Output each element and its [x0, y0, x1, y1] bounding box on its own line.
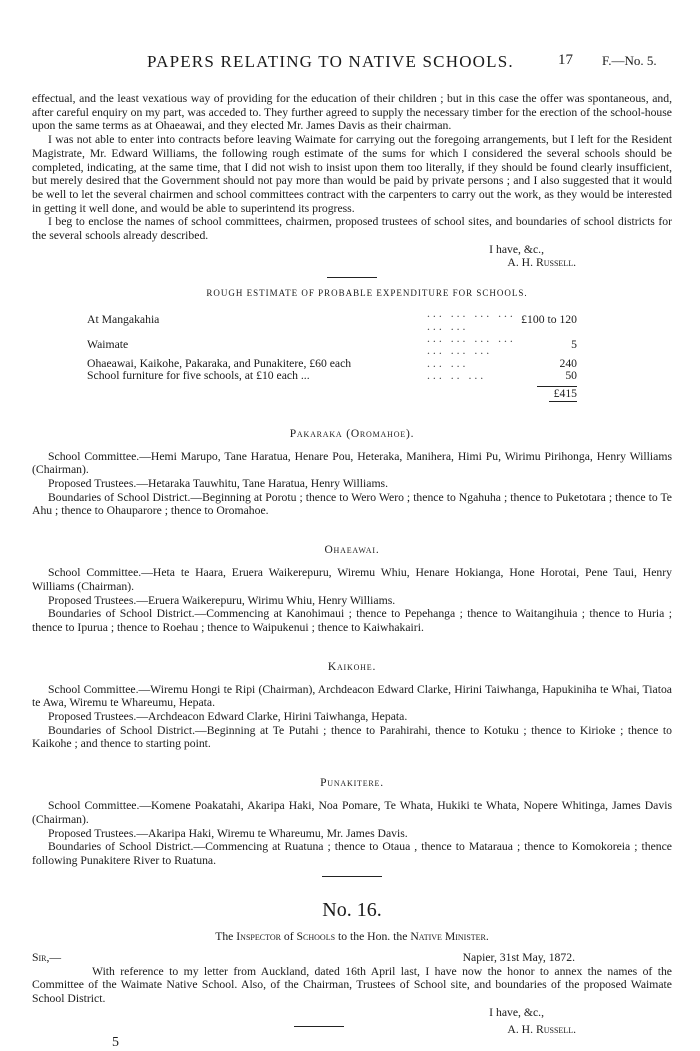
estimate-label: School furniture for five schools, at £10 each ... — [87, 369, 310, 383]
section-pakaraka — [32, 428, 672, 519]
estimate-label: Waimate — [87, 338, 129, 352]
sheet-mark: 5 — [112, 1035, 119, 1051]
estimate-value: 5 — [571, 338, 577, 352]
estimate-leader: ... ... ... ... ... ... — [427, 307, 516, 333]
section-heading: Ohaeawai. — [324, 544, 380, 557]
estimate-row — [87, 370, 577, 382]
running-title: PAPERS RELATING TO NATIVE SCHOOLS. — [147, 52, 514, 71]
paper-reference: F.—No. 5. — [602, 53, 657, 68]
estimate-leader: ... .. ... — [427, 369, 487, 383]
school-boundaries: Boundaries of School District.—Beginning at Te Putahi ; thence to Parahirahi, thence to Kotuku ; thence to Kirioke ; thence to Kaikohe ; and thence to starting point. — [32, 723, 672, 751]
subtitle-word: of — [283, 929, 294, 943]
school-committee: School Committee.—Heta te Haara, Eruera Waikerepuru, Wiremu Whiu, Henare Hokianga, Hone Horotai, Pene Taui, Henry Williams (Chairman). — [32, 566, 672, 593]
document-page — [32, 0, 672, 1051]
proposed-trustees: Proposed Trustees.—Archdeacon Edward Clarke, Hirini Taiwhanga, Hepata. — [48, 710, 408, 724]
total-double-rule — [549, 401, 577, 402]
document-subtitle — [32, 930, 672, 943]
section-heading: Kaikohe. — [327, 660, 377, 673]
signature: A. H. Russell. — [507, 256, 576, 270]
divider — [322, 876, 382, 877]
estimate-value: 50 — [565, 369, 577, 383]
subtitle-word: Native — [410, 929, 442, 943]
estimate-title: ROUGH ESTIMATE OF PROBABLE EXPENDITURE FOR SCHOOLS. — [206, 288, 528, 299]
proposed-trustees: Proposed Trustees.—Hetaraka Tauwhitu, Tane Haratua, Henry Williams. — [48, 476, 389, 490]
school-committee: School Committee.—Wiremu Hongi te Ripi (Chairman), Archdeacon Edward Clarke, Hirini Taiwhanga, Hapukiniha te Whai, Tiatoa te Awa, Wiremu te Whareumu, Hepata. — [32, 682, 672, 710]
subtitle-word: Minister. — [444, 929, 489, 943]
section-punakitere — [32, 777, 672, 868]
estimate-value: 240 — [559, 356, 577, 370]
estimate-leader: ... ... — [427, 356, 469, 370]
salutation-line — [32, 951, 672, 965]
signature: A. H. Russell. — [507, 1023, 576, 1037]
proposed-trustees: Proposed Trustees.—Eruera Waikerepuru, Wirimu Whiu, Henry Williams. — [48, 593, 396, 607]
estimate-value: £100 to 120 — [521, 313, 577, 327]
section-ohaeawai — [32, 544, 672, 635]
estimate-label: At Mangakahia — [87, 313, 160, 327]
school-boundaries: Boundaries of School District.—Commencing at Kanohimaui ; thence to Pepehanga ; thence to Waitangihuia ; thence to Huria ; thence to Ipurua ; thence to Roehau ; thence to Waipukenui ; thence to Kaiwhakairi. — [32, 607, 672, 634]
document-number: No. 16. — [322, 898, 382, 921]
subtitle-word: to the Hon. the — [337, 929, 408, 943]
section-kaikohe — [32, 661, 672, 752]
school-committee: School Committee.—Hemi Marupo, Tane Haratua, Henare Pou, Heteraka, Manihera, Himi Pu, Wirimu Pirihonga, Henry Williams (Chairman). — [32, 449, 672, 477]
section-heading: Punakitere. — [320, 777, 384, 790]
place-date: Napier, 31st May, 1872. — [462, 950, 575, 964]
subtitle-word: Schools — [296, 929, 336, 943]
estimate-total: £415 — [553, 386, 577, 400]
closing: I have, &c., — [489, 242, 544, 256]
subtitle-word: The — [215, 929, 234, 943]
page-header — [32, 52, 672, 92]
page-number: 17 — [558, 52, 573, 68]
estimate-table — [87, 308, 577, 382]
closing: I have, &c., — [489, 1005, 544, 1019]
estimate-row — [87, 308, 577, 333]
divider — [327, 277, 377, 278]
section-heading: Pakaraka (Oromahoe). — [289, 427, 415, 440]
salutation: Sir,— — [32, 950, 62, 964]
page-footer — [32, 1023, 672, 1051]
divider — [294, 1026, 344, 1027]
proposed-trustees: Proposed Trustees.—Akaripa Haki, Wiremu te Whareumu, Mr. James Davis. — [48, 826, 408, 840]
intro-paragraph: I was not able to enter into contracts before leaving Waimate for carrying out the foregoing arrangements, but I left for the Resident Magistrate, Mr. Edward Williams, the following rough estimate of the sums for which I considered the several schools should be completed, indicating, at the same time, that I did not wish to insist upon them too literally, if they should be found clearly insufficient, but merely desired that the Government should not pay more than would be paid by private persons ; and I also suggested that it would be well to let the several chairmen and school committees contract with the carpenters to carry out the work, as they would be interested in getting it well done, and would be able to superintend its progress. — [32, 133, 672, 215]
school-boundaries: Boundaries of School District.—Commencing at Ruatuna ; thence to Otaua , thence to Mataraua ; thence to Komokoreia ; thence following Punakitere River to Ruatuna. — [32, 840, 672, 867]
estimate-total-block — [87, 386, 577, 402]
subtitle-word: Inspector — [236, 929, 281, 943]
estimate-leader: ... ... ... ... ... ... ... — [427, 331, 516, 358]
letter-body: With reference to my letter from Auckland, dated 16th April last, I have now the honor to annex the names of the Committee of the Waimate Native School. Also, of the Chairman, Trustees of School site, and boundaries of the proposed Waimate School District. — [32, 964, 672, 1006]
school-boundaries: Boundaries of School District.—Beginning at Porotu ; thence to Wero Wero ; thence to Ngahuha ; thence to Puketotara ; thence to Te Ahu ; thence to Ohauparore ; thence to Oromahoe. — [32, 490, 672, 518]
estimate-label: Ohaeawai, Kaikohe, Pakaraka, and Punakitere, £60 each — [87, 356, 352, 370]
intro-paragraph: I beg to enclose the names of school committees, chairmen, proposed trustees of school sites, and boundaries of school districts for the several schools already described. — [32, 215, 672, 243]
school-committee: School Committee.—Komene Poakatahi, Akaripa Haki, Noa Pomare, Te Whata, Hukiki te Whata, Nopere Whitinga, James Davis (Chairman). — [32, 799, 672, 826]
intro-paragraph: effectual, and the least vexatious way of providing for the education of their children ; but in this case the offer was spontaneous, and, after careful enquiry on my part, was acceded to. They further agreed to supply the necessary timber for the erection of the school-house upon the same terms as at Ohaeawai, and they elected Mr. James Davis as their chairman. — [32, 92, 672, 133]
estimate-row — [87, 333, 577, 358]
